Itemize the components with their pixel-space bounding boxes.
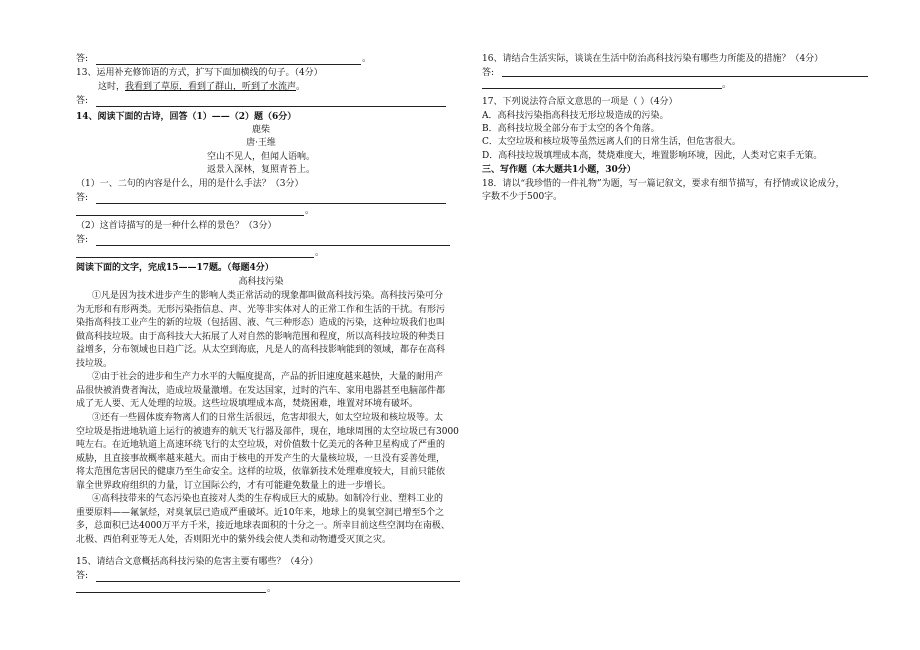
answer-line <box>96 245 450 246</box>
poem-line-1: 空山不见人，但闻人语响。 <box>206 152 315 162</box>
answer-end: 。 <box>267 584 277 594</box>
passage-line: 品很快被消费者淘汰，造成垃圾量激增。在发达国家，过时的汽车、家用电器甚至电脑部件都 <box>76 385 446 396</box>
passage-line: 多，总面积已达4000万平方千米，接近地球表面积的十分之一。所幸目前这些空洞均在南极、 <box>76 521 450 531</box>
passage-line: 为无形和有形两类。无形污染指信息、声、光等非实体对人的正常工作和生活的干扰。有形污 <box>76 304 446 315</box>
answer-end: 。 <box>362 54 372 64</box>
option-c: C．太空垃圾和核垃圾等虽然远离人们的日常生活，但危害很大。 <box>482 137 741 147</box>
poem-title: 鹿柴 <box>251 125 270 135</box>
q13-prefix: 这时， <box>98 82 126 92</box>
passage-line: 威胁，且直接事故概率越来越大。而由于核电的开发产生的大量核垃圾，一旦没有妥善处理， <box>76 453 446 464</box>
answer-line <box>96 203 446 204</box>
answer-label: 答: <box>482 68 495 78</box>
option-d: D．高科技垃圾填埋成本高，焚烧难度大，堆置影响环境，因此，人类对它束手无策。 <box>482 151 823 161</box>
passage-line: 北极、西伯利亚等无人处，否则阳光中的紫外线会使人类和动物遭受灭顶之灾。 <box>76 534 392 545</box>
passage-line: 益增多，分布领域也日趋广泛。从太空到海底，凡是人的高科技影响能到的领域，都存在高科 <box>76 345 446 355</box>
q13-sentence <box>98 81 305 93</box>
question-13: 13、运用补充修饰语的方式，扩写下面加横线的句子。（4分） <box>76 68 323 78</box>
passage-line: 靠全世界政府组织的力量，订立国际公约，才有可能避免数量上的进一步增长。 <box>76 480 392 491</box>
answer-label: 答: <box>76 54 89 64</box>
question-15: 15、请结合文意概括高科技污染的危害主要有哪些？（4分） <box>76 557 319 567</box>
answer-end: 。 <box>315 248 325 258</box>
passage-title: 高科技污染 <box>238 277 284 287</box>
question-14-2: （2）这首诗描写的是一种什么样的景色？（3分） <box>76 221 277 231</box>
answer-end: 。 <box>722 80 732 90</box>
question-18-cont: 字数不少于500字。 <box>482 192 563 202</box>
passage-line: ②由于社会的进步和生产力水平的大幅度提高，产品的折旧速度越来越快，大量的耐用产 <box>92 372 444 382</box>
option-b: B．高科技垃圾全部分布于太空的各个角落。 <box>482 124 660 134</box>
answer-line <box>76 592 266 593</box>
section-3-heading: 三、写作题（本大题共1小题，30分） <box>482 165 636 175</box>
answer-label: 答: <box>76 193 89 203</box>
answer-line <box>76 257 314 258</box>
passage-line: 将太范围危害居民的健康乃至生命安全。这样的垃圾，依靠新技术处理难度较大，目前只能依 <box>76 467 446 477</box>
passage-line: 做高科技垃圾。由于高科技大大拓展了人对自然的影响范围和程度，所以高科技垃圾的种类日 <box>76 331 446 342</box>
passage-line: 技垃圾。 <box>76 358 113 369</box>
answer-line <box>502 76 868 77</box>
answer-line <box>96 581 460 582</box>
passage-line: 吨左右。在近地轨道上高速环绕飞行的太空垃圾，对价值数十亿美元的各种卫星构成了严重的 <box>76 440 446 450</box>
answer-label: 答: <box>76 571 89 581</box>
question-14-1: （1）一、二句的内容是什么，用的是什么手法？（3分） <box>76 179 304 189</box>
passage-line: ③还有一些圆体废弃物离人们的日常生活很远，危害却很大，如太空垃圾和核垃圾等。太 <box>92 413 444 423</box>
q13-underlined: 我看到了草原，看到了群山，听到了水流声 <box>125 82 297 92</box>
passage-line: 成了无人要、无人处理的垃圾。这些垃圾填埋成本高，焚烧困难，堆置对环境有破坏。 <box>76 399 419 409</box>
poem-author: 唐·王维 <box>246 138 276 148</box>
passage-line: 空垃圾是指进地轨道上运行的被遗弃的航天飞行器及部件，现在，地球周围的太空垃圾已有3000 <box>76 426 459 437</box>
question-16: 16、请结合生活实际，谈谈在生活中防治高科技污染有哪些力所能及的措施？（4分） <box>482 54 824 64</box>
passage-line: ①凡是因为技术进步产生的影响人类正常活动的现象都叫做高科技污染。高科技污染可分 <box>92 291 444 301</box>
answer-line <box>76 215 304 216</box>
answer-line <box>482 88 722 89</box>
q13-suffix: 。 <box>296 82 306 92</box>
question-14: 14、阅读下面的古诗，回答（1）——（2）题（6分） <box>76 112 297 122</box>
passage-line: 重要原料——氟氯烃，对臭氧层已造成严重破坏。近10年来，地球上的臭氧空洞已增至5个之 <box>76 507 445 518</box>
question-17: 17、下列说法符合原文意思的一项是（ ）（4分） <box>482 97 678 107</box>
right-column <box>470 0 920 650</box>
poem-line-2: 返景入深林，复照青苔上。 <box>206 165 315 175</box>
passage-line: 染指高科技工业产生的新的垃圾（包括固、液、气三种形态）造成的污染，这种垃圾我们也叫 <box>76 318 446 328</box>
passage-intro: 阅读下面的文字，完成15——17题。（每题4分） <box>76 263 274 273</box>
answer-label: 答: <box>76 96 89 106</box>
answer-line <box>96 64 361 65</box>
answer-label: 答: <box>76 235 89 245</box>
option-a: A．高科技污染指高科技无形垃圾造成的污染。 <box>482 111 669 121</box>
answer-end: 。 <box>305 206 315 216</box>
passage-line: ④高科技带来的气态污染也直接对人类的生存构成巨大的威胁。如制冷行业、塑料工业的 <box>92 494 444 504</box>
answer-line <box>96 106 446 107</box>
question-18: 18．请以“我珍惜的一件礼物”为题，写一篇记叙文，要求有细节描写，有抒情或议论成分， <box>482 179 845 189</box>
